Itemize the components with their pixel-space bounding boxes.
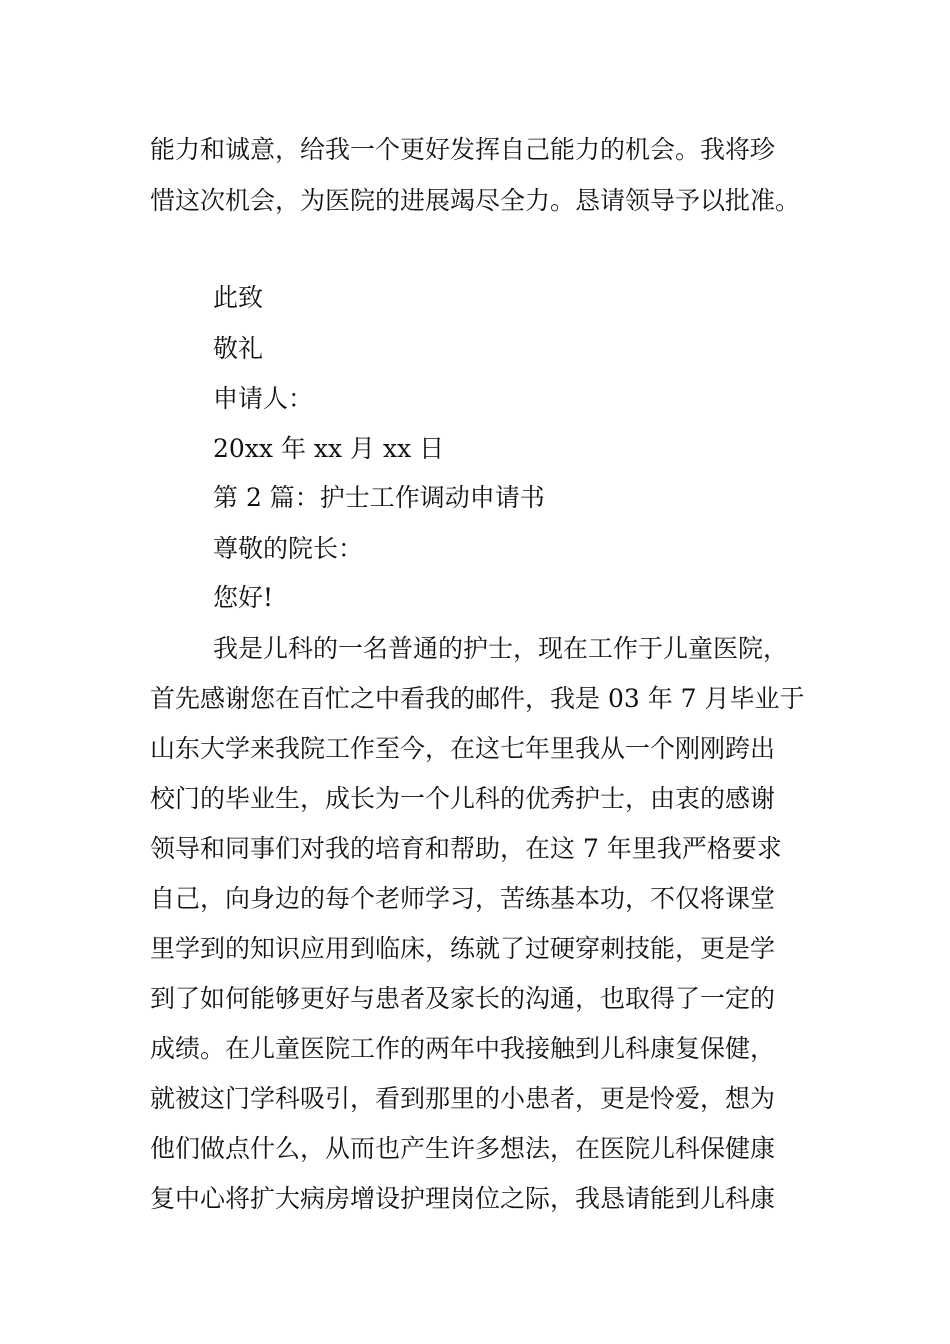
body-line: 就被这门学科吸引，看到那里的小患者，更是怜爱，想为 xyxy=(150,1084,776,1113)
body-line: 里学到的知识应用到临床，练就了过硬穿刺技能，更是学 xyxy=(150,934,776,963)
body-line: 首先感谢您在百忙之中看我的邮件，我是 03 年 7 月毕业于 xyxy=(150,684,805,713)
date-line: 20xx 年 xx 月 xx 日 xyxy=(213,434,445,463)
addressee: 尊敬的院长： xyxy=(213,534,364,563)
closing-salutation: 此致 xyxy=(213,283,264,312)
body-line: 复中心将扩大病房增设护理岗位之际，我恳请能到儿科康 xyxy=(150,1184,776,1213)
body-line: 领导和同事们对我的培育和帮助，在这 7 年里我严格要求 xyxy=(150,834,782,863)
body-line: 他们做点什么，从而也产生许多想法，在医院儿科保健康 xyxy=(150,1134,776,1163)
paragraph-line: 惜这次机会，为医院的进展竭尽全力。恳请领导予以批准。 xyxy=(150,186,801,215)
closing-salutation: 敬礼 xyxy=(213,334,264,363)
body-line: 自己，向身边的每个老师学习，苦练基本功，不仅将课堂 xyxy=(150,884,776,913)
applicant-label: 申请人： xyxy=(213,384,314,413)
paragraph-line: 能力和诚意，给我一个更好发挥自己能力的机会。我将珍 xyxy=(150,135,776,164)
body-line: 成绩。在儿童医院工作的两年中我接触到儿科康复保健， xyxy=(150,1034,776,1063)
body-line: 到了如何能够更好与患者及家长的沟通，也取得了一定的 xyxy=(150,984,776,1013)
body-line: 校门的毕业生，成长为一个儿科的优秀护士，由衷的感谢 xyxy=(150,784,776,813)
body-line: 山东大学来我院工作至今，在这七年里我从一个刚刚跨出 xyxy=(150,734,776,763)
body-line: 我是儿科的一名普通的护士，现在工作于儿童医院， xyxy=(213,634,789,663)
greeting: 您好! xyxy=(213,583,274,612)
section-title: 第 2 篇：护士工作调动申请书 xyxy=(213,483,545,512)
